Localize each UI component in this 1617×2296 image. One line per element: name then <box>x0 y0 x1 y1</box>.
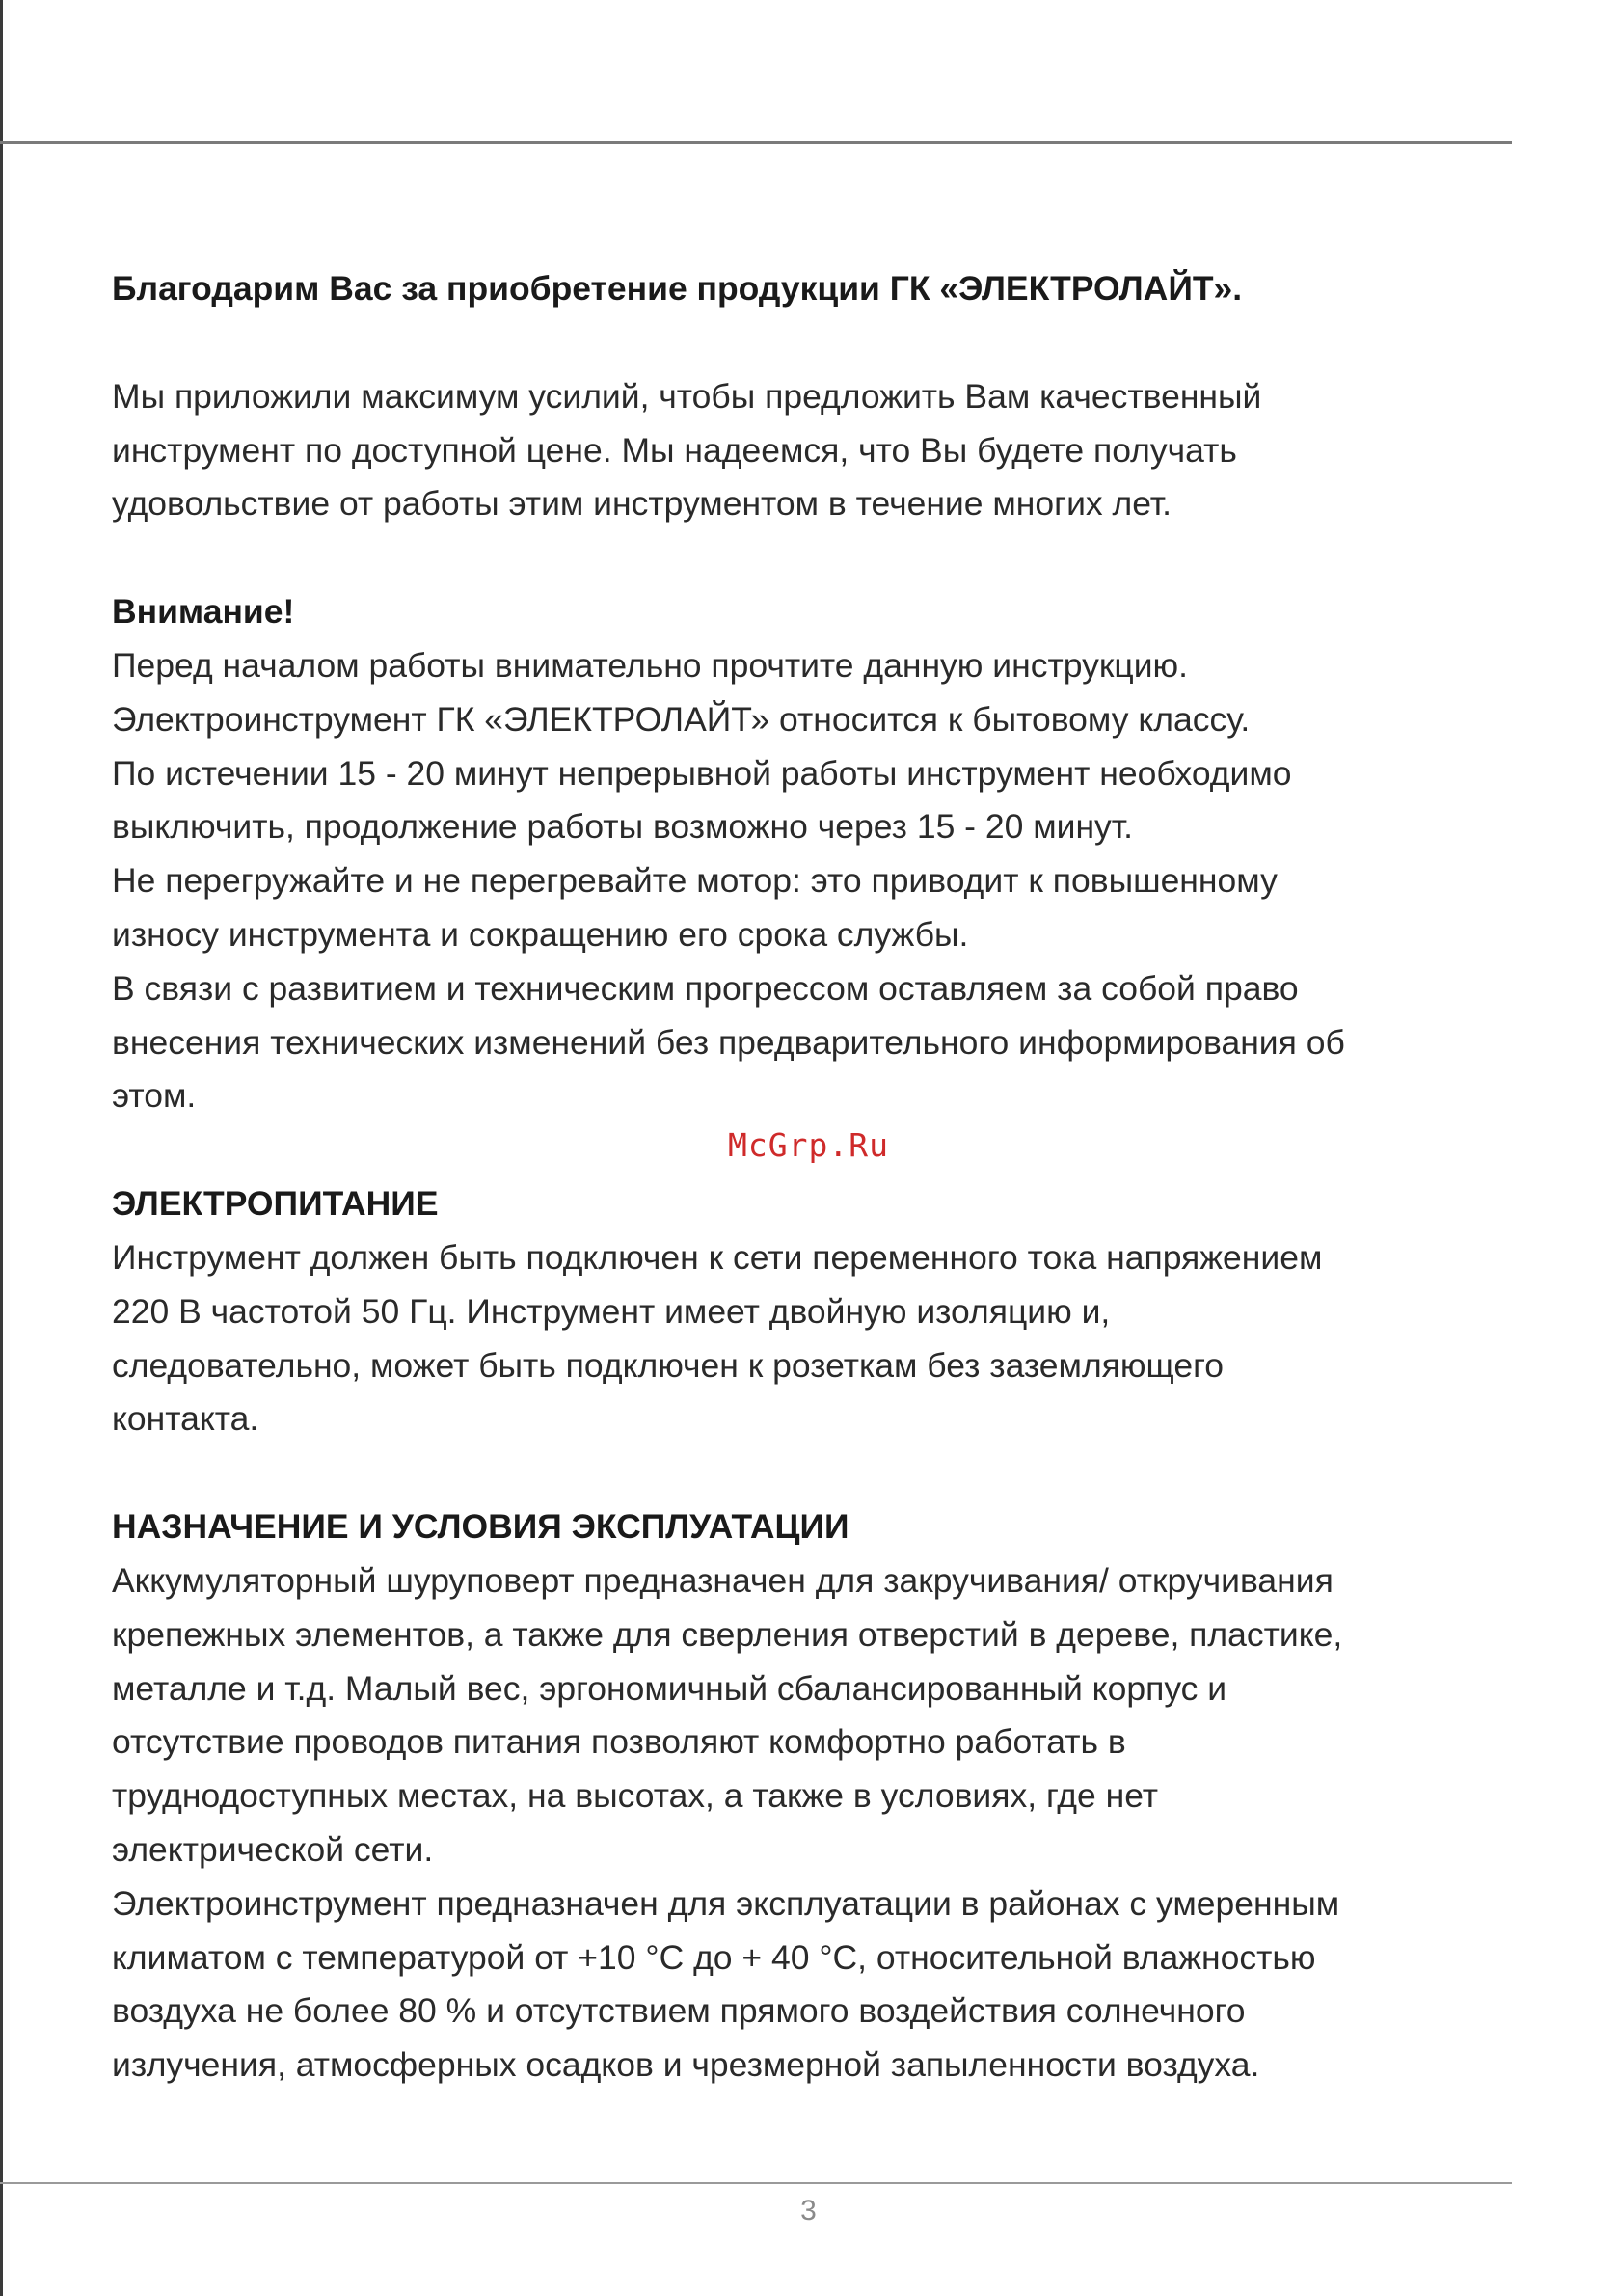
attention-line: По истечении 15 - 20 минут непрерывной работы инструмент необходимо <box>112 753 1292 793</box>
attention-paragraph <box>112 639 1520 1123</box>
attention-line: Не перегружайте и не перегревайте мотор: это приводит к повышенному <box>112 861 1278 901</box>
attention-line: этом. <box>112 1076 197 1116</box>
purpose-line: металле и т.д. Малый вес, эргономичный сбалансированный корпус и <box>112 1668 1227 1708</box>
purpose-line: отсутствие проводов питания позволяют комфортно работать в <box>112 1722 1126 1762</box>
attention-line: внесения технических изменений без предварительного информирования об <box>112 1022 1345 1062</box>
watermark: McGrp.Ru <box>728 1126 889 1164</box>
intro-line: Мы приложили максимум усилий, чтобы предложить Вам качественный <box>112 376 1262 416</box>
intro-paragraph <box>112 370 1520 531</box>
purpose-line: излучения, атмосферных осадков и чрезмерной запыленности воздуха. <box>112 2045 1260 2085</box>
purpose-line: воздуха не более 80 % и отсутствием прямого воздействия солнечного <box>112 1991 1246 2031</box>
page-number: 3 <box>800 2195 817 2227</box>
power-line: Инструмент должен быть подключен к сети переменного тока напряжением <box>112 1237 1323 1277</box>
attention-line: Перед началом работы внимательно прочтите данную инструкцию. <box>112 645 1189 685</box>
attention-line: выключить, продолжение работы возможно через 15 - 20 минут. <box>112 807 1133 847</box>
power-paragraph <box>112 1231 1520 1446</box>
power-line: 220 В частотой 50 Гц. Инструмент имеет двойную изоляцию и, <box>112 1291 1111 1331</box>
purpose-line: Аккумуляторный шуруповерт предназначен для закручивания/ откручивания <box>112 1560 1334 1600</box>
power-heading: ЭЛЕКТРОПИТАНИЕ <box>112 1184 439 1224</box>
intro-heading: Благодарим Вас за приобретение продукции ГК «ЭЛЕКТРОЛАЙТ». <box>112 269 1243 308</box>
attention-line: Электроинструмент ГК «ЭЛЕКТРОЛАЙТ» относится к бытовому классу. <box>112 699 1251 739</box>
header-rule <box>0 141 1512 144</box>
intro-line: инструмент по доступной цене. Мы надеемся, что Вы будете получать <box>112 430 1237 470</box>
attention-heading: Внимание! <box>112 592 295 632</box>
purpose-paragraph <box>112 1554 1520 2093</box>
purpose-heading: НАЗНАЧЕНИЕ И УСЛОВИЯ ЭКСПЛУАТАЦИИ <box>112 1507 849 1547</box>
footer-rule <box>0 2182 1512 2184</box>
purpose-line: электрической сети. <box>112 1829 434 1869</box>
power-line: контакта. <box>112 1399 259 1439</box>
power-line: следовательно, может быть подключен к розеткам без заземляющего <box>112 1345 1224 1385</box>
attention-line: В связи с развитием и техническим прогрессом оставляем за собой право <box>112 968 1299 1008</box>
purpose-line: крепежных элементов, а также для сверления отверстий в дереве, пластике, <box>112 1614 1343 1654</box>
attention-line: износу инструмента и сокращению его срока службы. <box>112 914 969 954</box>
purpose-line: климатом с температурой от +10 °С до + 40 °С, относительной влажностью <box>112 1937 1316 1977</box>
purpose-line: Электроинструмент предназначен для эксплуатации в районах с умеренным <box>112 1883 1340 1923</box>
purpose-line: труднодоступных местах, на высотах, а также в условиях, где нет <box>112 1776 1159 1816</box>
intro-line: удовольствие от работы этим инструментом в течение многих лет. <box>112 484 1172 524</box>
page-content <box>112 262 1520 2093</box>
